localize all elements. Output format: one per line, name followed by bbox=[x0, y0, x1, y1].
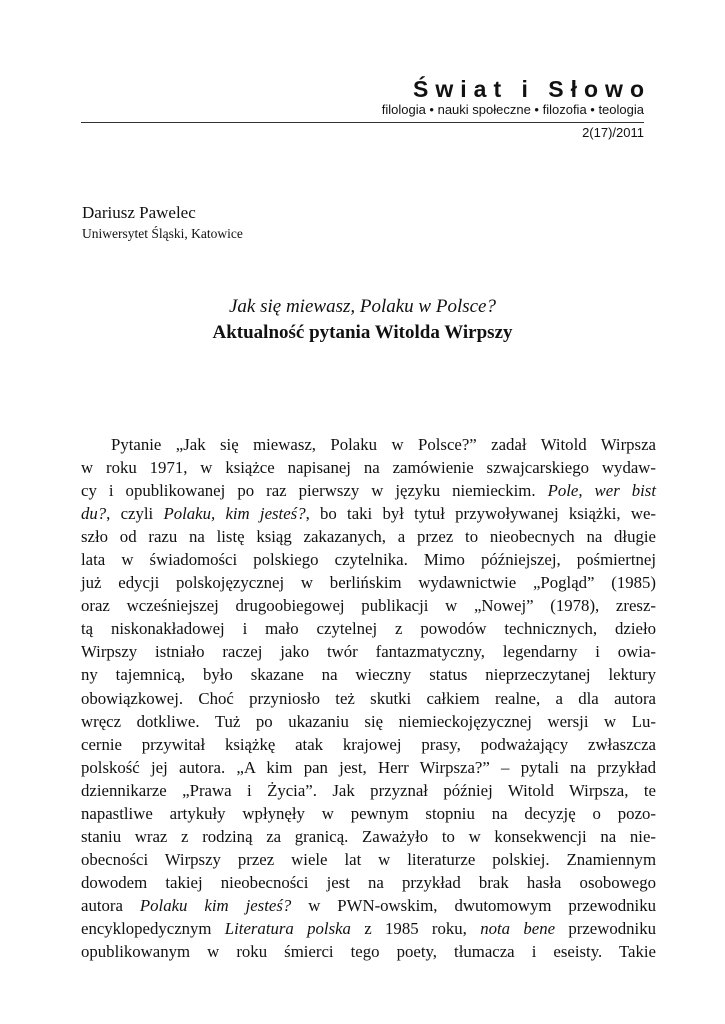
body-text-segment: dowodem takiej nieobecności jest na przykład brak hasła osobowego bbox=[81, 872, 656, 892]
body-text-segment: oraz wcześniejszej drugoobiegowej publikacji w „Nowej” (1978), zresz- bbox=[81, 596, 656, 616]
body-text-segment: autora bbox=[81, 895, 140, 915]
body-line bbox=[81, 917, 656, 940]
body-line bbox=[81, 640, 656, 663]
body-text-segment: lata w świadomości polskiego czytelnika. Mimo późniejszej, pośmiertnej bbox=[81, 550, 656, 570]
body-line bbox=[81, 802, 656, 825]
body-text-segment: z 1985 roku, bbox=[350, 918, 481, 938]
body-line bbox=[81, 779, 656, 802]
body-text-segment: ny tajemnicą, było skazane na wieczny status nieprzeczytanej lektury bbox=[81, 665, 656, 685]
body-line bbox=[81, 894, 656, 917]
body-text-segment: opublikowanym w roku śmierci tego poety, tłumacza i eseisty. Takie bbox=[81, 942, 656, 962]
body-text-segment: tą niskonakładowej i mało czytelnej z powodów technicznych, dzieło bbox=[81, 619, 656, 639]
body-text-segment: napastliwe artykuły wpłynęły w pewnym stopniu na decyzję o pozo- bbox=[81, 803, 656, 823]
header-rule bbox=[81, 122, 644, 123]
body-text-segment: obowiązkowej. Choć przyniosło też skutki całkiem realne, a dla autora bbox=[81, 688, 656, 708]
body-line bbox=[81, 502, 656, 525]
body-italic-text: nota bene bbox=[480, 918, 556, 938]
body-paragraph bbox=[81, 433, 656, 963]
body-line bbox=[81, 617, 656, 640]
author-affiliation: Uniwersytet Śląski, Katowice bbox=[82, 226, 243, 241]
body-text-segment: szło od razu na listę ksiąg zakazanych, a przez to nieobecnych na długie bbox=[81, 527, 656, 547]
body-text-segment: dziennikarze „Prawa i Życia”. Jak przyznał później Witold Wirpsza, te bbox=[81, 780, 656, 800]
journal-issue: 2(17)/2011 bbox=[582, 125, 644, 140]
body-text-segment: cernie przywitał książkę atak krajowej prasy, podważający zwłaszcza bbox=[81, 734, 656, 754]
body-line bbox=[81, 825, 656, 848]
body-line bbox=[81, 571, 656, 594]
journal-masthead bbox=[381, 76, 651, 118]
body-italic-text: Polaku, kim jesteś? bbox=[163, 504, 306, 524]
article-title-line1: Jak się miewasz, Polaku w Polsce? bbox=[228, 296, 496, 317]
body-text-segment: przewodniku bbox=[555, 918, 656, 938]
body-line bbox=[81, 756, 656, 779]
body-text-segment: wręcz dotkliwe. Tuż po ukazaniu się niemieckojęzycznej wersji w Lu- bbox=[81, 711, 656, 731]
body-line bbox=[81, 548, 656, 571]
body-text-segment: , bo taki był tytuł przywoływanej książki, we- bbox=[305, 504, 656, 524]
body-line bbox=[81, 848, 656, 871]
journal-title: Świat i Słowo bbox=[413, 76, 651, 102]
body-line bbox=[81, 663, 656, 686]
body-text-segment: Pytanie „Jak się miewasz, Polaku w Polsce?” zadał Witold Wirpsza bbox=[111, 435, 656, 454]
author-name: Dariusz Pawelec bbox=[82, 203, 196, 222]
body-text-segment: już edycji polskojęzycznej w berlińskim wydawnictwie „Pogląd” (1985) bbox=[81, 573, 656, 593]
body-italic-text: Polaku kim jesteś? bbox=[139, 895, 292, 915]
body-line bbox=[81, 456, 656, 479]
body-text-segment: obecności Wirpszy przez wiele lat w literaturze polskiej. Znamiennym bbox=[81, 849, 656, 869]
body-italic-text: Literatura polska bbox=[224, 918, 351, 938]
body-text-segment: , czyli bbox=[106, 504, 164, 524]
article-title-line2: Aktualność pytania Witolda Wirpszy bbox=[212, 322, 513, 343]
body-line bbox=[81, 479, 656, 502]
article-title bbox=[81, 294, 644, 346]
body-italic-text: du? bbox=[81, 504, 107, 524]
body-line bbox=[81, 871, 656, 894]
body-line bbox=[81, 525, 656, 548]
body-line bbox=[81, 940, 656, 963]
body-italic-text: Pole, wer bist bbox=[547, 481, 656, 501]
body-line bbox=[81, 733, 656, 756]
body-line bbox=[81, 687, 656, 710]
body-text-segment: Wirpszy istniało raczej jako twór fantazmatyczny, legendarny i owia- bbox=[81, 642, 656, 662]
body-line bbox=[81, 710, 656, 733]
body-text-segment: w roku 1971, w książce napisanej na zamówienie szwajcarskiego wydaw- bbox=[81, 458, 656, 478]
body-text-segment: polskość jej autora. „A kim pan jest, Herr Wirpsza?” – pytali na przykład bbox=[81, 757, 656, 777]
body-line bbox=[81, 594, 656, 617]
journal-subtitle: filologia • nauki społeczne • filozofia • teologia bbox=[381, 102, 644, 117]
body-text-segment: staniu wraz z rodziną za granicą. Zaważyło to w konsekwencji na nie- bbox=[81, 826, 656, 846]
body-text-segment: cy i opublikowanej po raz pierwszy w języku niemieckim. bbox=[81, 481, 548, 501]
body-text-segment: w PWN-owskim, dwutomowym przewodniku bbox=[291, 895, 656, 915]
body-line bbox=[81, 433, 656, 456]
body-text-segment: encyklopedycznym bbox=[81, 918, 225, 938]
